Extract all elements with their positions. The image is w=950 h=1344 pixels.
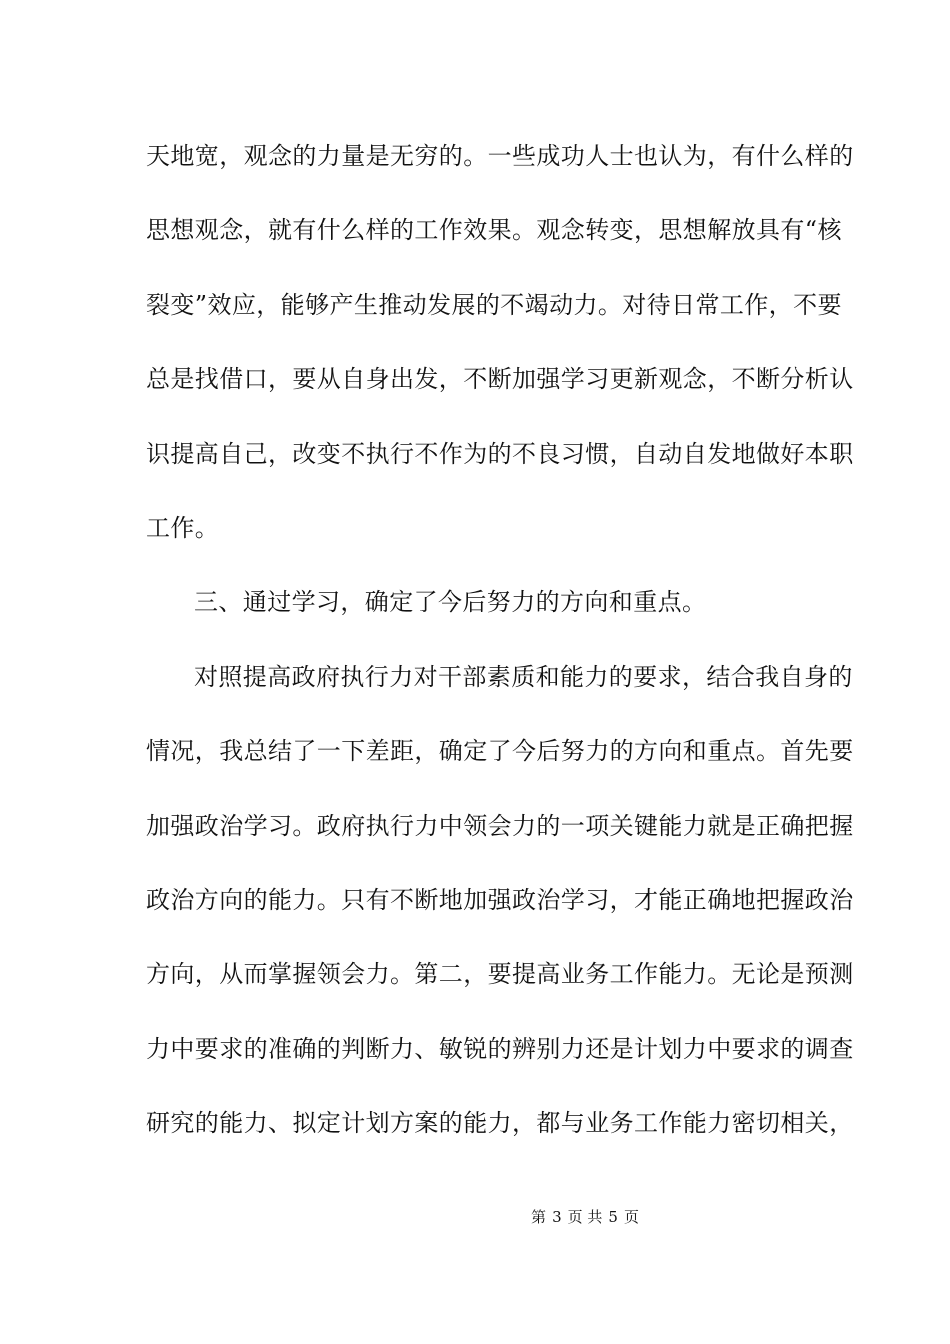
footer-total-pages: 5: [608, 1208, 618, 1226]
text-line: 思想观念，就有什么样的工作效果。观念转变，思想解放具有“核: [146, 216, 842, 245]
text-line: 情况，我总结了一下差距，确定了今后努力的方向和重点。首先要: [146, 737, 854, 766]
text-line: 加强政治学习。政府执行力中领会力的一项关键能力就是正确把握: [146, 811, 854, 840]
text-line: 方向，从而掌握领会力。第二，要提高业务工作能力。无论是预测: [146, 960, 854, 989]
footer-prefix: 第: [531, 1208, 547, 1226]
text-line: 力中要求的准确的判断力、敏锐的辨别力还是计划力中要求的调查: [146, 1034, 854, 1063]
text-line: 对照提高政府执行力对干部素质和能力的要求，结合我自身的: [194, 662, 853, 691]
footer-mid: 页 共: [567, 1208, 603, 1226]
text-line: 总是找借口，要从自身出发，不断加强学习更新观念，不断分析认: [146, 365, 854, 394]
text-line: 天地宽，观念的力量是无穷的。一些成功人士也认为，有什么样的: [146, 142, 854, 170]
text-line: 识提高自己，改变不执行不作为的不良习惯，自动自发地做好本职: [146, 439, 854, 468]
page-footer: [0, 1207, 950, 1227]
body-text: [146, 132, 854, 1173]
footer-current-page: 3: [552, 1208, 562, 1226]
text-line: 工作。: [146, 513, 220, 542]
footer-suffix: 页: [623, 1208, 639, 1226]
text-line: 政治方向的能力。只有不断地加强政治学习，才能正确地把握政治: [146, 885, 854, 914]
section-heading: 三、通过学习，确定了今后努力的方向和重点。: [194, 588, 707, 617]
text-line: 研究的能力、拟定计划方案的能力，都与业务工作能力密切相关，: [146, 1109, 854, 1138]
text-line: 裂变”效应，能够产生推动发展的不竭动力。对待日常工作，不要: [146, 290, 842, 319]
